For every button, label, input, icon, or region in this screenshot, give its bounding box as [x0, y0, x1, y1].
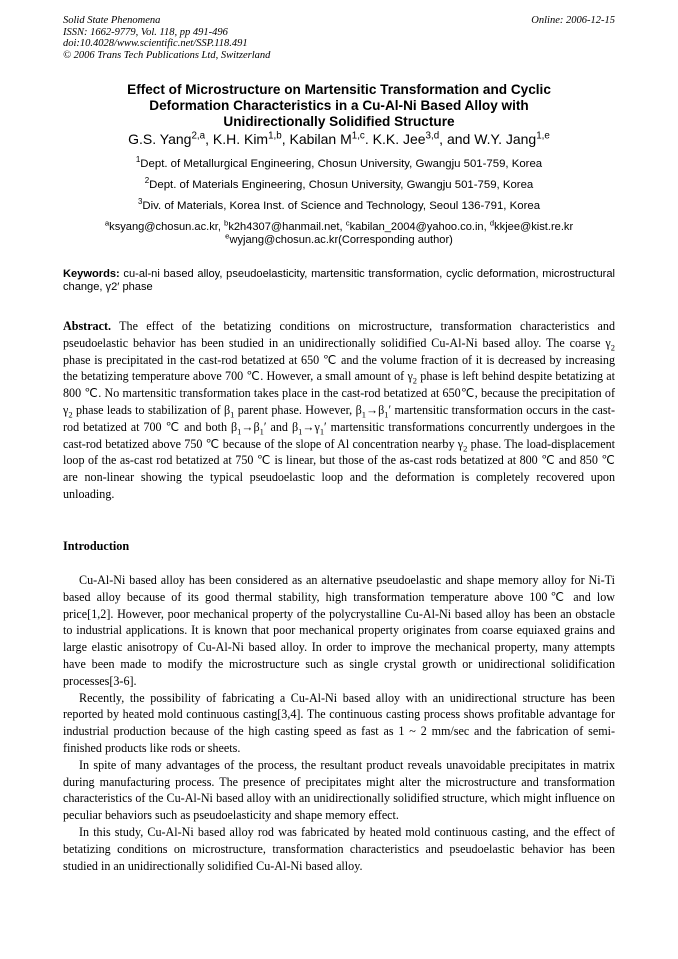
abstract-text: ′ martensitic transformation occurs in the cast-rod betatized at 700 ℃ and both β	[63, 402, 615, 434]
email-line-1	[63, 218, 615, 234]
email-mark: b	[224, 218, 229, 228]
copyright-line: © 2006 Trans Tech Publications Ltd, Switzerland	[63, 49, 271, 61]
author-separator: .	[364, 131, 373, 147]
abstract-text: The effect of the betatizing conditions on microstructure, transformation characteristics and pseudoelastic behavior has been studied in an unidirectionally solidified Cu-Al-Ni based alloy. The coarse γ	[63, 319, 615, 350]
title-line-2: Deformation Characteristics in a Cu-Al-Ni Based Alloy with	[149, 98, 529, 113]
subscript: 1	[237, 426, 242, 437]
abstract-text: phase is left behind despite betatizing at 800 ℃. No martensitic transformation takes place in the cast-rod betatized at 650℃, because the precipitation of γ	[63, 369, 615, 417]
email-mark: a	[104, 218, 110, 228]
author-name: G.S. Yang	[128, 131, 192, 147]
affiliation-1	[63, 157, 615, 171]
affiliation-text: Dept. of Materials Engineering, Chosun University, Gwangju 501-759, Korea	[149, 179, 534, 191]
author-separator: , and	[439, 131, 475, 147]
email-mark: d	[489, 218, 495, 228]
keywords-text: cu-al-ni based alloy, pseudoelasticity, martensitic transformation, cyclic deformation, microstructural change, γ2′ phase	[63, 268, 615, 294]
intro-paragraph-4: In this study, Cu-Al-Ni based alloy rod was fabricated by heated mold continuous casting, and the effect of betatizing conditions on microstructure, transformation characteristics and pseudoelastic behavior has been studied in an unidirectionally solidified Cu-Al-Ni based alloy.	[63, 824, 615, 873]
subscript: 1	[298, 426, 303, 437]
author-affil-mark: 3,d	[425, 130, 440, 142]
subscript: 1	[319, 426, 325, 437]
abstract-label: Abstract.	[63, 319, 112, 333]
keywords-label: Keywords:	[63, 268, 120, 280]
subscript: 2	[68, 409, 73, 420]
abstract-text: ′ martensitic transformations concurrently undergoes in the cast-rod betatized above 750 ℃ because of the slope of Al concentration nearby γ	[63, 419, 616, 451]
author-name: W.Y. Jang	[474, 131, 537, 147]
subscript: 2	[463, 442, 468, 453]
affiliation-3	[63, 199, 615, 213]
author-name: K.H. Kim	[212, 131, 269, 147]
keywords-block	[63, 268, 615, 295]
email-a: ksyang@chosun.ac.kr,	[109, 221, 224, 233]
author-separator: ,	[205, 131, 213, 147]
author-name: K.K. Jee	[372, 131, 426, 147]
subscript: 1	[259, 426, 264, 437]
title-line-1: Effect of Microstructure on Martensitic Transformation and Cyclic	[127, 82, 551, 97]
abstract-text: →β	[365, 402, 385, 417]
email-line-2	[63, 231, 615, 247]
abstract-text: parent phase. However, β	[234, 402, 362, 417]
paper-title	[63, 82, 615, 130]
abstract-text: phase is precipitated in the cast-rod betatized at 650 ℃ and the volume fraction of it is decreased by increasing the betatizing temperature above 700 ℃. However, a small amount of γ	[63, 352, 615, 384]
subscript: 1	[361, 409, 366, 420]
abstract-text: →β	[241, 419, 260, 434]
subscript: 1	[384, 409, 389, 420]
online-date: Online: 2006-12-15	[531, 15, 615, 26]
email-mark: c	[345, 218, 350, 228]
email-mark: e	[225, 231, 230, 241]
affiliation-text: Div. of Materials, Korea Inst. of Science and Technology, Seoul 136-791, Korea	[142, 200, 541, 212]
affiliation-2	[63, 178, 615, 192]
author-emails	[63, 218, 615, 247]
journal-name: Solid State Phenomena	[63, 15, 161, 26]
intro-paragraph-1: Cu-Al-Ni based alloy has been considered as an alternative pseudoelastic and shape memory alloy for Ni-Ti based alloy because of its good thermal stability, high transformation temperature above 100℃ and low price[1,2]. However, poor mechanical property of the polycrystalline Cu-Al-Ni based alloy has been an obstacle to industrial applications. It is known that poor mechanical property originates from coarse equiaxed grains and large elastic anisotropy of Cu-Al-Ni based alloy. In order to improve the mechanical property, many attempts have been made to modify the microstructure such as single crystal growth or unidirectional solidification processes[3-6].	[63, 573, 615, 688]
author-affil-mark: 1,c	[351, 130, 365, 142]
author-affil-mark: 1,b	[268, 130, 282, 142]
section-heading-introduction: Introduction	[63, 539, 130, 553]
abstract-paragraph	[63, 318, 615, 503]
email-d: kkjee@kist.re.kr	[494, 221, 574, 233]
abstract-text: →γ	[302, 419, 320, 434]
affiliation-number: 2	[144, 176, 150, 186]
subscript: 2	[610, 342, 615, 353]
subscript: 1	[230, 409, 235, 420]
abstract-text: ′ and β	[263, 419, 299, 434]
author-affil-mark: 1,e	[536, 130, 550, 142]
introduction-body	[63, 572, 615, 874]
author-name: Kabilan M	[289, 131, 352, 147]
journal-header	[63, 15, 270, 61]
author-list	[63, 131, 615, 148]
affiliation-number: 1	[135, 155, 141, 165]
email-e: wyjang@chosun.ac.kr(Corresponding author)	[229, 234, 453, 246]
affiliation-text: Dept. of Metallurgical Engineering, Chosun University, Gwangju 501-759, Korea	[140, 158, 543, 170]
email-b: k2h4307@hanmail.net,	[228, 221, 346, 233]
title-line-3: Unidirectionally Solidified Structure	[223, 114, 455, 129]
abstract-text: phase leads to stabilization of β	[72, 402, 231, 417]
intro-paragraph-2: Recently, the possibility of fabricating a Cu-Al-Ni based alloy with an unidirectional structure has been reported by heated mold continuous casting[3,4]. The continuous casting process shows profitable advantage for industrial production because of the high casting speed as fast as 1 ~ 2 mm/sec and the fabrication of semi-finished products like rods or sheets.	[63, 690, 615, 755]
abstract-text: phase. The load-displacement loop of the as-cast rod betatized at 750 ℃ is linear, but those of the as-cast rods betatized at 800 ℃ and 850 ℃ are non-linear showing the typical pseudoelastic loop and the deformation is completely recovered upon unloading.	[63, 436, 615, 501]
author-separator: ,	[281, 131, 290, 147]
intro-paragraph-3: In spite of many advantages of the process, the resultant product reveals unavoidable precipitates in matrix during manufacturing process. The presence of precipitates might alter the microstructure and transformation characteristics of the Cu-Al-Ni based alloy with an unidirectionally solidified structure, which might influence on peculiar behaviors such as pseudoelasticity and shape memory effect.	[63, 757, 615, 823]
affiliation-number: 3	[137, 197, 143, 207]
email-c: kabilan_2004@yahoo.co.in,	[349, 221, 490, 233]
doi-line: doi:10.4028/www.scientific.net/SSP.118.491	[63, 38, 248, 50]
issn-line: ISSN: 1662-9779, Vol. 118, pp 491-496	[63, 26, 228, 38]
author-affil-mark: 2,a	[191, 130, 206, 142]
subscript: 2	[412, 375, 418, 386]
